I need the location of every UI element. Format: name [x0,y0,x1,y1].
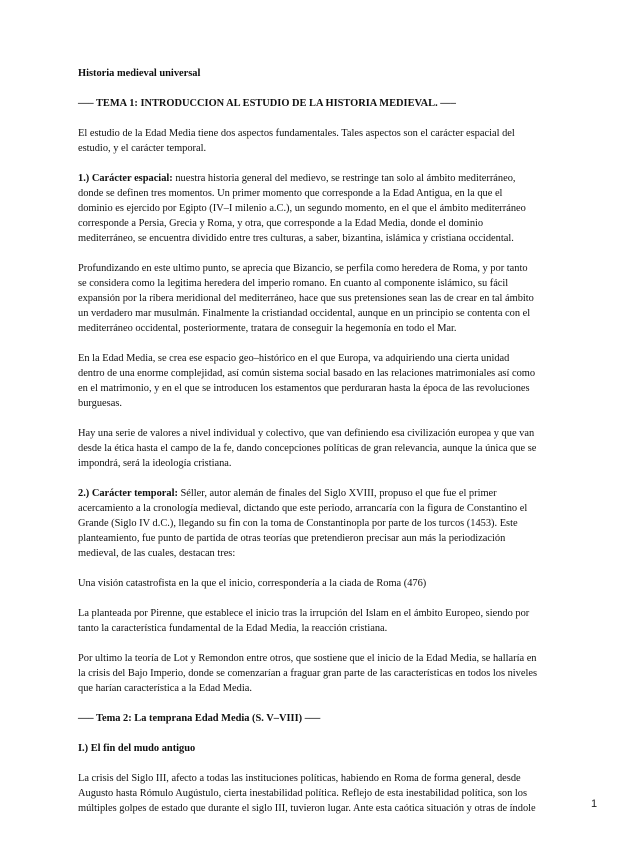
text-line: que harían característica a la Edad Media. [78,683,252,694]
text-line: mediterráneo occidental, posteriormente, tratara de conseguir la hegemonía en todo el Mar. [78,323,457,334]
espacial-paragraph [78,171,602,246]
espacial-text: nuestra historia general del medievo, se restringe tan solo al ámbito mediterráneo, [172,173,516,184]
text-line: Una visión catastrofista en la que el inicio, correspondería a la ciada de Roma (476) [78,578,427,589]
edad-media-paragraph [78,351,602,411]
text-line: Grande (Siglo IV d.C.), llegando su fin con la toma de Constantinopla por parte de los turcos (1453). Este [78,518,518,529]
text-line: planteamiento, fue punto de partida de otras teorías que pretendieron precisar aun más la periodización [78,533,506,544]
text-line: Hay una serie de valores a nivel individual y colectivo, que van definiendo esa civilización europea y que van [78,428,535,439]
tema2-heading: —– Tema 2: La temprana Edad Media (S. V–VIII) –— [78,713,321,724]
catastrofista-paragraph [78,576,602,591]
text-line: un verdadero mar musulmán. Finalmente la cristiandad occidental, aunque en un principio se contenta con el [78,308,531,319]
tema1-heading: —– TEMA 1: INTRODUCCION AL ESTUDIO DE LA HISTORIA MEDIEVAL. —– [78,98,456,109]
text-line: acercamiento a la cronología medieval, dictando que este periodo, arrancaría con la figura de Constantino el [78,503,528,514]
document-title: Historia medieval universal [78,68,201,79]
text-line: desde la ética hasta el campo de la fe, dando concepciones políticas de gran relevancia, aunque la única que se [78,443,537,454]
pirenne-paragraph [78,606,602,636]
text-line: impondrá, será la ideología cristiana. [78,458,232,469]
text-line: El estudio de la Edad Media tiene dos aspectos fundamentales. Tales aspectos son el carácter espacial del [78,128,515,139]
section-1-heading: I.) El fin del mudo antiguo [78,743,196,754]
text-line: en el matrimonio, y en el que se introducen los estamentos que perduraran hasta la época de las revoluciones [78,383,530,394]
espacial-label: 1.) Carácter espacial: [78,173,173,184]
text-line [78,486,602,501]
text-line: medieval, de las cuales, destacan tres: [78,548,236,559]
text-line: dominio es ejercido por Egipto (IV–I milenio a.C.), un segundo momento, en el que el ámbito mediterráneo [78,203,526,214]
intro-paragraph [78,126,602,156]
lot-paragraph [78,651,602,696]
text-line: Por ultimo la teoría de Lot y Remondon entre otros, que sostiene que el inicio de la Edad Media, se hallaría en [78,653,537,664]
crisis-paragraph [78,771,602,816]
temporal-text: Séller, autor alemán de finales del Siglo XVIII, propuso el que fue el primer [177,488,497,499]
text-line: estudio, y el carácter temporal. [78,143,207,154]
text-line [78,171,602,186]
document-body [78,66,602,816]
text-line: Augusto hasta Rómulo Augústulo, cierta inestabilidad política. Reflejo de esta inestabilidad política, son los [78,788,528,799]
valores-paragraph [78,426,602,471]
temporal-paragraph [78,486,602,561]
text-line: corresponde a Persia, Grecia y Roma, y otra, que corresponde a la Edad Media, donde el dominio [78,218,484,229]
text-line: burguesas. [78,398,122,409]
text-line: se considera como la legitima heredera del imperio romano. En cuanto al componente islámico, su fácil [78,278,509,289]
text-line: la crisis del Bajo Imperio, donde se comenzarían a fraguar gran parte de las características en todos los niveles [78,668,538,679]
text-line: dentro de una enorme complejidad, así común sistema social basado en las relaciones matrimoniales así como [78,368,536,379]
text-line: mediterráneo, se encuentra dividido entre tres culturas, a saber, bizantina, islámica y cristiana occidental. [78,233,514,244]
text-line: Profundizando en este ultimo punto, se aprecia que Bizancio, se perfila como heredera de Roma, y por tanto [78,263,528,274]
temporal-label: 2.) Carácter temporal: [78,488,178,499]
text-line: La planteada por Pirenne, que establece el inicio tras la irrupción del Islam en el ámbito Europeo, siendo por [78,608,530,619]
text-line: La crisis del Siglo III, afecto a todas las instituciones políticas, habiendo en Roma de forma general, desde [78,773,521,784]
text-line: En la Edad Media, se crea ese espacio geo–histórico en el que Europa, va adquiriendo una cierta unidad [78,353,510,364]
text-line: tanto la característica fundamental de la Edad Media, la reacción cristiana. [78,623,388,634]
text-line: expansión por la ribera meridional del mediterráneo, hace que sus pretensiones sean las de crear en tal ámbito [78,293,534,304]
text-line: donde se definen tres momentos. Un primer momento que corresponde a la Edad Antigua, en la que el [78,188,503,199]
text-line: múltiples golpes de estado que durante el siglo III, tuvieron lugar. Ante esta caótica situación y otras de índole [78,803,536,814]
profundizando-paragraph [78,261,602,336]
page-number: 1 [591,798,598,810]
